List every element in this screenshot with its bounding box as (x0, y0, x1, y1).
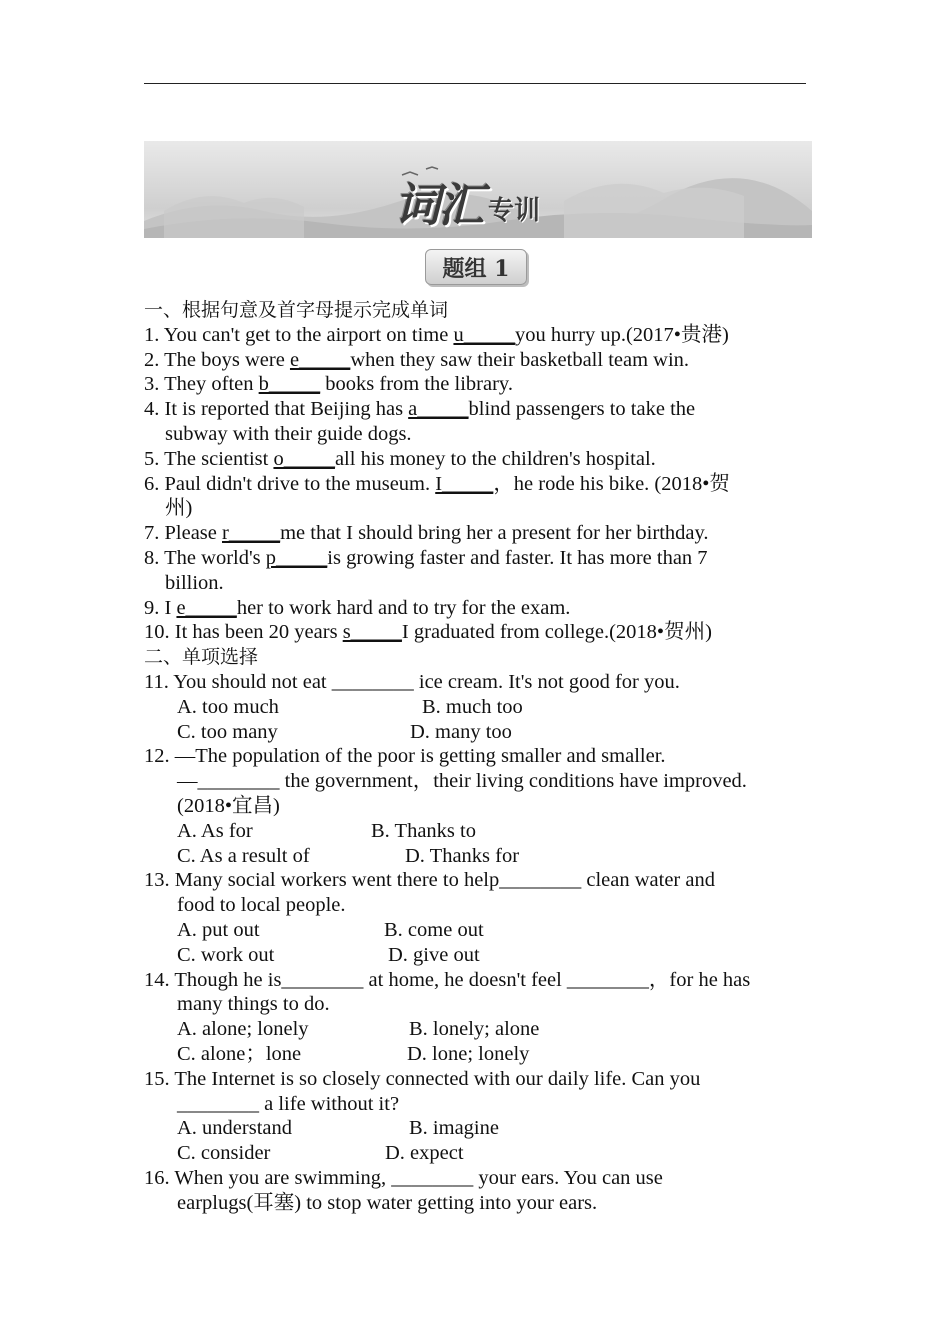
question-text: It is reported that Beijing has (164, 398, 409, 421)
question-text: I graduated from college.(2018•贺州) (401, 621, 712, 644)
question-number: 5. (144, 447, 165, 470)
mc-question-continuation: many things to do. (177, 993, 330, 1016)
question-number: 4. (144, 398, 165, 421)
option-row (144, 1116, 810, 1141)
question-number: 7. (144, 522, 165, 545)
answer-blank: e_____ (176, 596, 237, 619)
option-row (144, 918, 810, 943)
mc-question: 14. Though he is________ at home, he doesn't feel ________，for he has (144, 968, 751, 991)
option: D. Thanks for (405, 844, 520, 867)
option-row (144, 1042, 810, 1067)
question-text: The scientist (164, 447, 274, 470)
option: B. come out (384, 918, 484, 941)
question-number: 10. (144, 621, 175, 644)
option-row (144, 844, 810, 869)
question-number: 1. (144, 323, 164, 346)
option-row (144, 819, 810, 844)
mc-question-source: (2018•宜昌) (177, 794, 280, 817)
question-line (144, 348, 810, 373)
option: D. expect (385, 1142, 464, 1165)
question-line (144, 521, 810, 546)
question-text: I (164, 596, 177, 619)
question-text: all his money to the children's hospital. (334, 447, 656, 470)
mc-question-continuation: earplugs(耳塞) to stop water getting into your ears. (177, 1191, 598, 1214)
section2-heading: 二、单项选择 (144, 646, 259, 669)
question-text: The boys were (164, 348, 290, 371)
answer-blank: b_____ (258, 373, 321, 396)
title-banner (144, 141, 812, 238)
group-badge: 题组 1 (425, 249, 527, 285)
option: D. lone; lonely (407, 1042, 530, 1065)
option-row (144, 695, 810, 720)
option: B. Thanks to (371, 819, 476, 842)
banner-title-big: 词汇 (394, 178, 482, 232)
question-number: 2. (144, 348, 165, 371)
section1-list (144, 323, 810, 645)
option: A. alone; lonely (177, 1018, 309, 1041)
option: C. As a result of (177, 844, 310, 867)
question-number: 6. (144, 472, 165, 495)
option: B. imagine (409, 1117, 499, 1140)
option: C. consider (177, 1142, 271, 1165)
banner-title-small: 专训 (488, 196, 541, 226)
question-continuation: billion. (165, 571, 224, 594)
question-text: books from the library. (320, 373, 513, 396)
answer-blank: r_____ (222, 522, 281, 545)
answer-blank: p_____ (265, 546, 328, 569)
header-rule (144, 83, 806, 84)
mc-question: 11. You should not eat ________ ice cream. It's not good for you. (144, 670, 680, 693)
question-text: you hurry up.(2017•贵港) (514, 323, 729, 346)
question-text: Paul didn't drive to the museum. (164, 472, 436, 495)
question-line (144, 397, 810, 422)
question-text: blind passengers to take the (468, 398, 696, 421)
mc-question: 16. When you are swimming, ________ your ears. You can use (144, 1166, 663, 1189)
answer-blank: u_____ (453, 323, 515, 346)
mc-question: 15. The Internet is so closely connected with our daily life. Can you (144, 1067, 701, 1090)
option-row (144, 720, 810, 745)
mc-question-continuation: ________ a life without it? (177, 1092, 400, 1115)
question-line (144, 596, 810, 621)
question-text: Please (164, 522, 222, 545)
question-number: 9. (144, 596, 165, 619)
mc-question-continuation: food to local people. (177, 894, 346, 917)
option: C. work out (177, 943, 275, 966)
option-row (144, 1017, 810, 1042)
option: D. give out (388, 943, 480, 966)
option: A. too much (177, 695, 279, 718)
answer-blank: a_____ (408, 398, 469, 421)
question-number: 3. (144, 373, 165, 396)
question-line (144, 620, 810, 645)
question-text: They often (164, 373, 259, 396)
option-row (144, 1141, 810, 1166)
question-continuation: subway with their guide dogs. (165, 422, 412, 445)
option: A. As for (177, 819, 253, 842)
question-text: The world's (164, 546, 266, 569)
answer-blank: s_____ (342, 621, 402, 644)
mc-question: 12. —The population of the poor is getting smaller and smaller. (144, 745, 666, 768)
answer-blank: I_____ (435, 472, 494, 495)
mc-question: 13. Many social workers went there to help________ clean water and (144, 869, 715, 892)
option: C. too many (177, 720, 278, 743)
question-line (144, 447, 810, 472)
option-row (144, 943, 810, 968)
option: B. much too (422, 695, 523, 718)
question-line (144, 372, 810, 397)
answer-blank: o_____ (273, 447, 335, 470)
question-text: It has been 20 years (174, 621, 343, 644)
question-text: You can't get to the airport on time (163, 323, 454, 346)
banner-title (394, 163, 540, 233)
answer-blank: e_____ (289, 348, 351, 371)
option: B. lonely; alone (409, 1018, 540, 1041)
mc-question-continuation: —________ the government，their living conditions have improved. (177, 770, 747, 793)
option: D. many too (410, 720, 512, 743)
question-line (144, 472, 810, 497)
question-number: 8. (144, 546, 165, 569)
option: A. put out (177, 918, 260, 941)
question-line (144, 546, 810, 571)
question-text: me that I should bring her a present for her birthday. (280, 522, 709, 545)
question-continuation: 州) (165, 497, 193, 520)
option: A. understand (177, 1117, 293, 1140)
question-text: when they saw their basketball team win. (350, 348, 690, 371)
question-text: is growing faster and faster. It has more than 7 (327, 546, 708, 569)
option: C. alone；lone (177, 1042, 302, 1065)
section1-heading: 一、根据句意及首字母提示完成单词 (144, 299, 449, 321)
question-text: ，he rode his bike. (2018•贺 (493, 472, 730, 495)
section2-list (144, 670, 810, 1216)
question-text: her to work hard and to try for the exam. (236, 596, 571, 619)
exercise-content (144, 298, 810, 1215)
question-line (144, 323, 810, 348)
